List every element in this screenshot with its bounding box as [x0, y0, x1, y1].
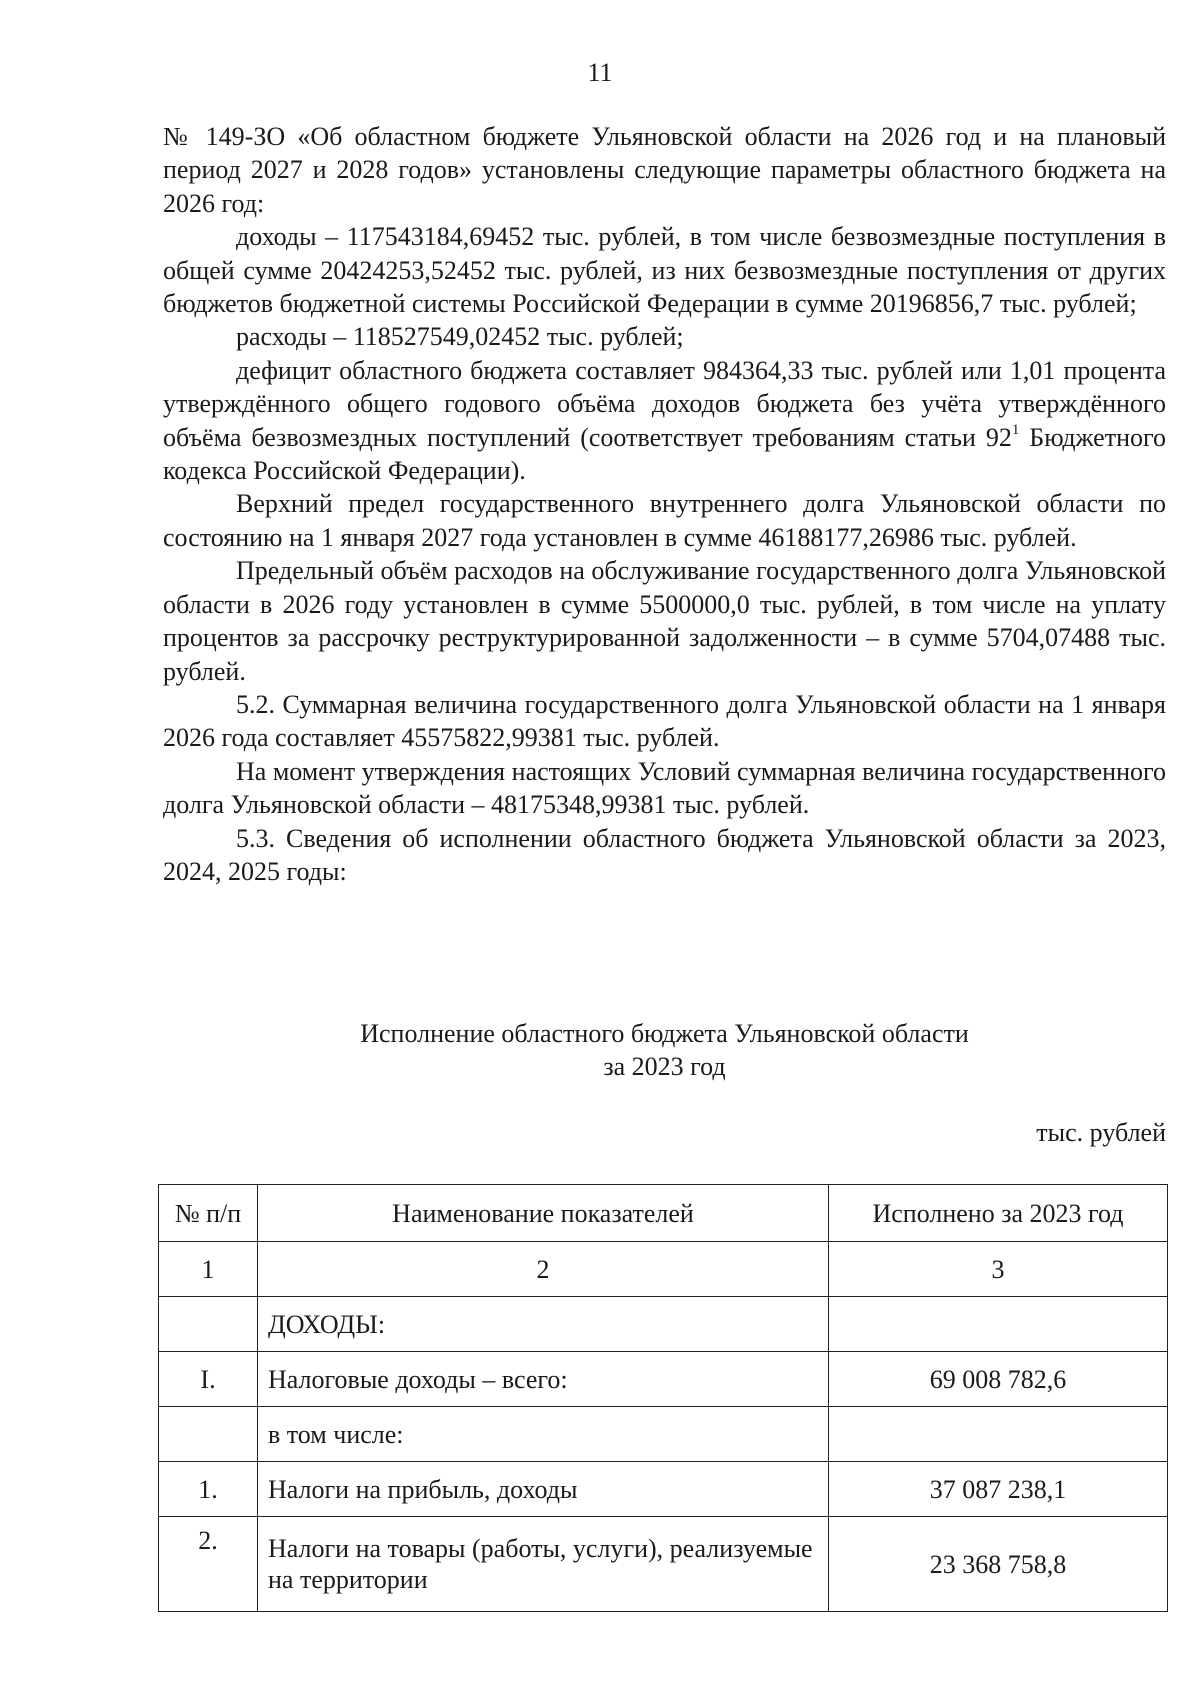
paragraph-5-2: 5.2. Суммарная величина государственного долга Ульяновской области на 1 января 2026 года составляет 45575822,99381 тыс. рублей.: [163, 689, 1166, 753]
document-body: [163, 120, 1166, 888]
paragraph-deficit: [163, 354, 1166, 488]
row-value: 23 368 758,8: [829, 1517, 1168, 1612]
table-title: [163, 1017, 1166, 1083]
page-number: 11: [587, 58, 613, 87]
row-name: ДОХОДЫ:: [258, 1297, 829, 1352]
table-row: [159, 1517, 1168, 1612]
row-number: I.: [159, 1352, 258, 1407]
table-row: [159, 1462, 1168, 1517]
row-value: [829, 1407, 1168, 1462]
paragraph-law-reference: № 149-ЗО «Об областном бюджете Ульяновской области на 2026 год и на плановый период 2027 и 2028 годов» установлены следующие параметры областного бюджета на 2026 год:: [163, 122, 1166, 218]
row-name: Налоги на прибыль, доходы: [258, 1462, 829, 1517]
deficit-article-superscript: 1: [1011, 422, 1020, 438]
header-executed: Исполнено за 2023 год: [829, 1185, 1168, 1242]
deficit-text-tail: Бюджетного кодекса Российской Федерации).: [163, 422, 1166, 486]
paragraph-expenses: расходы – 118527549,02452 тыс. рублей;: [236, 322, 684, 352]
row-name: в том числе:: [258, 1407, 829, 1462]
deficit-text: дефицит областного бюджета составляет 984364,33 тыс. рублей или 1,01 процента утверждённого общего годового объёма доходов бюджета без учёта утверждённого объёма безвозмездных поступлений (соответствует требованиям статьи 92: [163, 355, 1166, 452]
table-row: [159, 1407, 1168, 1462]
column-number-3: 3: [829, 1242, 1168, 1297]
table-title-line2: за 2023 год: [603, 1052, 726, 1081]
row-value: 69 008 782,6: [829, 1352, 1168, 1407]
row-name: Налоговые доходы – всего:: [258, 1352, 829, 1407]
column-number-2: 2: [258, 1242, 829, 1297]
row-name: Налоги на товары (работы, услуги), реализуемые на территории: [258, 1517, 829, 1612]
paragraph-current-debt: На момент утверждения настоящих Условий суммарная величина государственного долга Ульяновской области – 48175348,99381 тыс. рублей.: [163, 756, 1166, 820]
table-row: [159, 1297, 1168, 1352]
row-value: 37 087 238,1: [829, 1462, 1168, 1517]
table-row: [159, 1352, 1168, 1407]
column-number-1: 1: [159, 1242, 258, 1297]
row-number: 1.: [159, 1462, 258, 1517]
units-label: тыс. рублей: [1036, 1118, 1166, 1147]
paragraph-5-3: 5.3. Сведения об исполнении областного бюджета Ульяновской области за 2023, 2024, 2025 годы:: [163, 823, 1166, 886]
header-number: № п/п: [159, 1185, 258, 1242]
table-title-line1: Исполнение областного бюджета Ульяновской области: [360, 1019, 969, 1048]
row-number: [159, 1297, 258, 1352]
budget-execution-table: [158, 1184, 1168, 1612]
row-number: 2.: [159, 1517, 258, 1612]
table-header-row: [159, 1185, 1168, 1242]
row-value: [829, 1297, 1168, 1352]
table-column-numbers-row: [159, 1242, 1168, 1297]
header-indicator-name: Наименование показателей: [258, 1185, 829, 1242]
paragraph-revenues: доходы – 117543184,69452 тыс. рублей, в том числе безвозмездные поступления в общей сумме 20424253,52452 тыс. рублей, из них безвозмездные поступления от других бюджетов бюджетной системы Российской Федерации в сумме 20196856,7 тыс. рублей;: [163, 222, 1166, 319]
paragraph-debt-service: Предельный объём расходов на обслуживание государственного долга Ульяновской области в 2026 году установлен в сумме 5500000,0 тыс. рублей, в том числе на уплату процентов за рассрочку реструктурированной задолженности – в сумме 5704,07488 тыс. рублей.: [163, 556, 1166, 686]
row-number: [159, 1407, 258, 1462]
paragraph-debt-upper-limit: Верхний предел государственного внутреннего долга Ульяновской области по состоянию на 1 января 2027 года установлен в сумме 46188177,26986 тыс. рублей.: [163, 489, 1166, 552]
